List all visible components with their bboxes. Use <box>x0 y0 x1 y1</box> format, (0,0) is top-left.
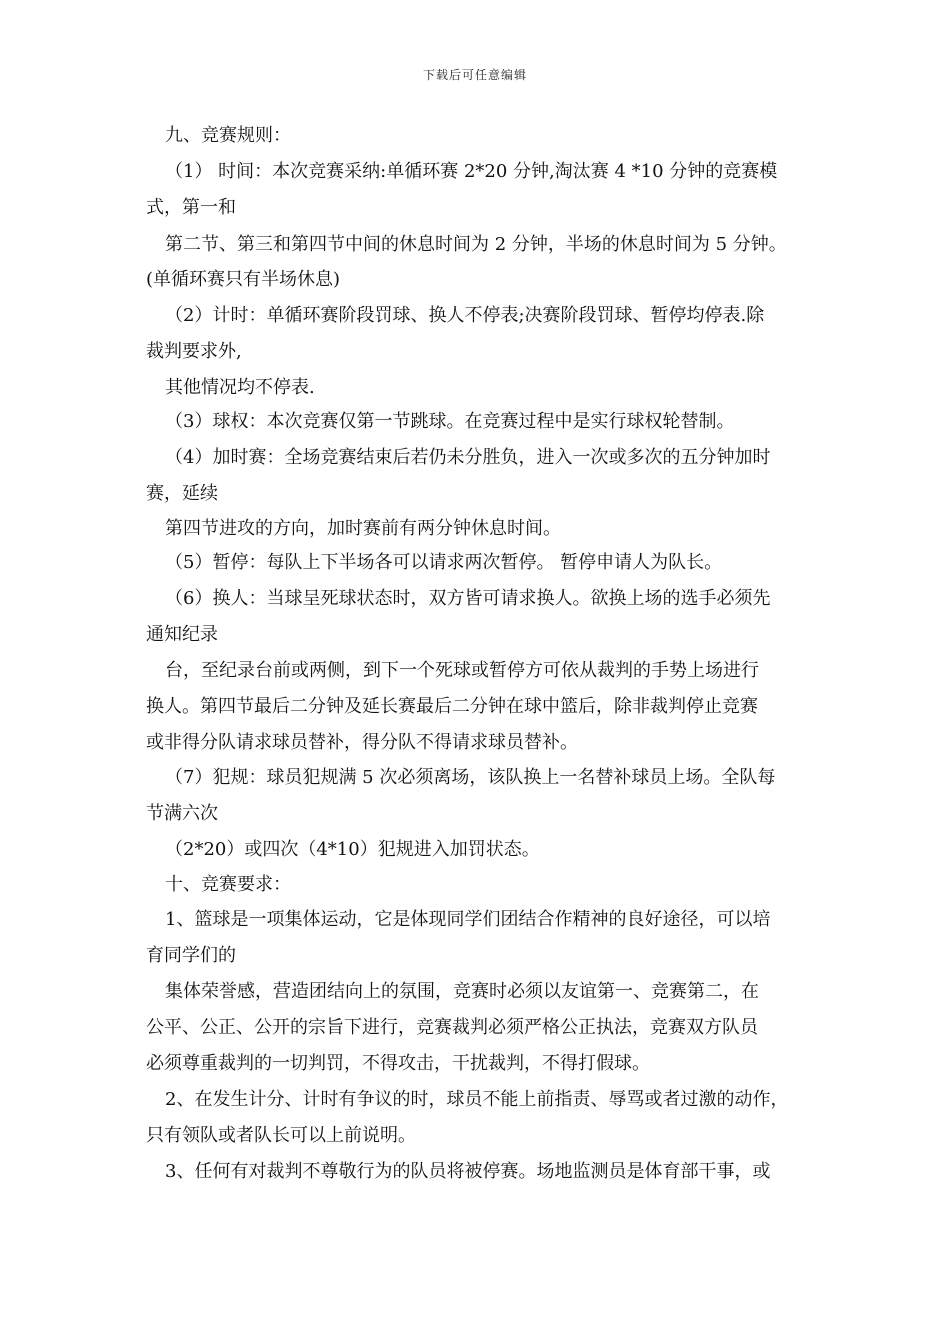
paragraph-line: （7）犯规：球员犯规满 5 次必须离场，该队换上一名替补球员上场。全队每 <box>165 767 776 788</box>
paragraph-line: （1） 时间：本次竞赛采纳:单循环赛 2*20 分钟,淘汰赛 4 *10 分钟的竞赛模 <box>165 161 778 182</box>
section-heading: 九、竞赛规则： <box>165 125 291 146</box>
paragraph-line: （6）换人：当球呈死球状态时，双方皆可请求换人。欲换上场的选手必须先 <box>165 588 771 609</box>
paragraph-line: 通知纪录 <box>146 624 218 645</box>
paragraph-line: 第四节进攻的方向，加时赛前有两分钟休息时间。 <box>165 518 561 539</box>
paragraph-line: （3）球权：本次竞赛仅第一节跳球。在竞赛过程中是实行球权轮替制。 <box>165 411 735 432</box>
paragraph-line: (单循环赛只有半场休息) <box>146 269 341 290</box>
page-header: 下载后可任意编辑 <box>422 68 527 82</box>
paragraph-line: 式，第一和 <box>146 197 236 218</box>
paragraph-line: 2、在发生计分、计时有争议的时，球员不能上前指责、辱骂或者过激的动作， <box>165 1089 789 1110</box>
paragraph-line: 换人。第四节最后二分钟及延长赛最后二分钟在球中篮后，除非裁判停止竞赛 <box>146 696 758 717</box>
paragraph-line: （4）加时赛：全场竞赛结束后若仍未分胜负，进入一次或多次的五分钟加时 <box>165 447 771 468</box>
paragraph-line: 集体荣誉感，营造团结向上的氛围，竞赛时必须以友谊第一、竞赛第二，在 <box>165 981 759 1002</box>
paragraph-line: 必须尊重裁判的一切判罚，不得攻击，干扰裁判，不得打假球。 <box>146 1053 650 1074</box>
paragraph-line: 或非得分队请求球员替补，得分队不得请求球员替补。 <box>146 732 578 753</box>
paragraph-line: （5）暂停：每队上下半场各可以请求两次暂停。 暂停申请人为队长。 <box>165 552 723 573</box>
paragraph-line: 只有领队或者队长可以上前说明。 <box>146 1125 416 1146</box>
paragraph-line: 育同学们的 <box>146 945 236 966</box>
paragraph-line: （2）计时：单循环赛阶段罚球、换人不停表;决赛阶段罚球、暂停均停表.除 <box>165 305 765 326</box>
paragraph-line: 第二节、第三和第四节中间的休息时间为 2 分钟，半场的休息时间为 5 分钟。 <box>165 234 787 255</box>
paragraph-line: 台，至纪录台前或两侧，到下一个死球或暂停方可依从裁判的手势上场进行 <box>165 660 759 681</box>
paragraph-line: 裁判要求外, <box>146 341 242 362</box>
paragraph-line: 1、篮球是一项集体运动，它是体现同学们团结合作精神的良好途径，可以培 <box>165 909 771 930</box>
section-heading: 十、竞赛要求： <box>165 874 291 895</box>
paragraph-line: 公平、公正、公开的宗旨下进行，竞赛裁判必须严格公正执法，竞赛双方队员 <box>146 1017 758 1038</box>
paragraph-line: 其他情况均不停表. <box>165 377 315 398</box>
paragraph-line: 赛，延续 <box>146 483 218 504</box>
paragraph-line: （2*20）或四次（4*10）犯规进入加罚状态。 <box>165 839 540 860</box>
paragraph-line: 3、任何有对裁判不尊敬行为的队员将被停赛。场地监测员是体育部干事，或 <box>165 1161 771 1182</box>
paragraph-line: 节满六次 <box>146 803 218 824</box>
